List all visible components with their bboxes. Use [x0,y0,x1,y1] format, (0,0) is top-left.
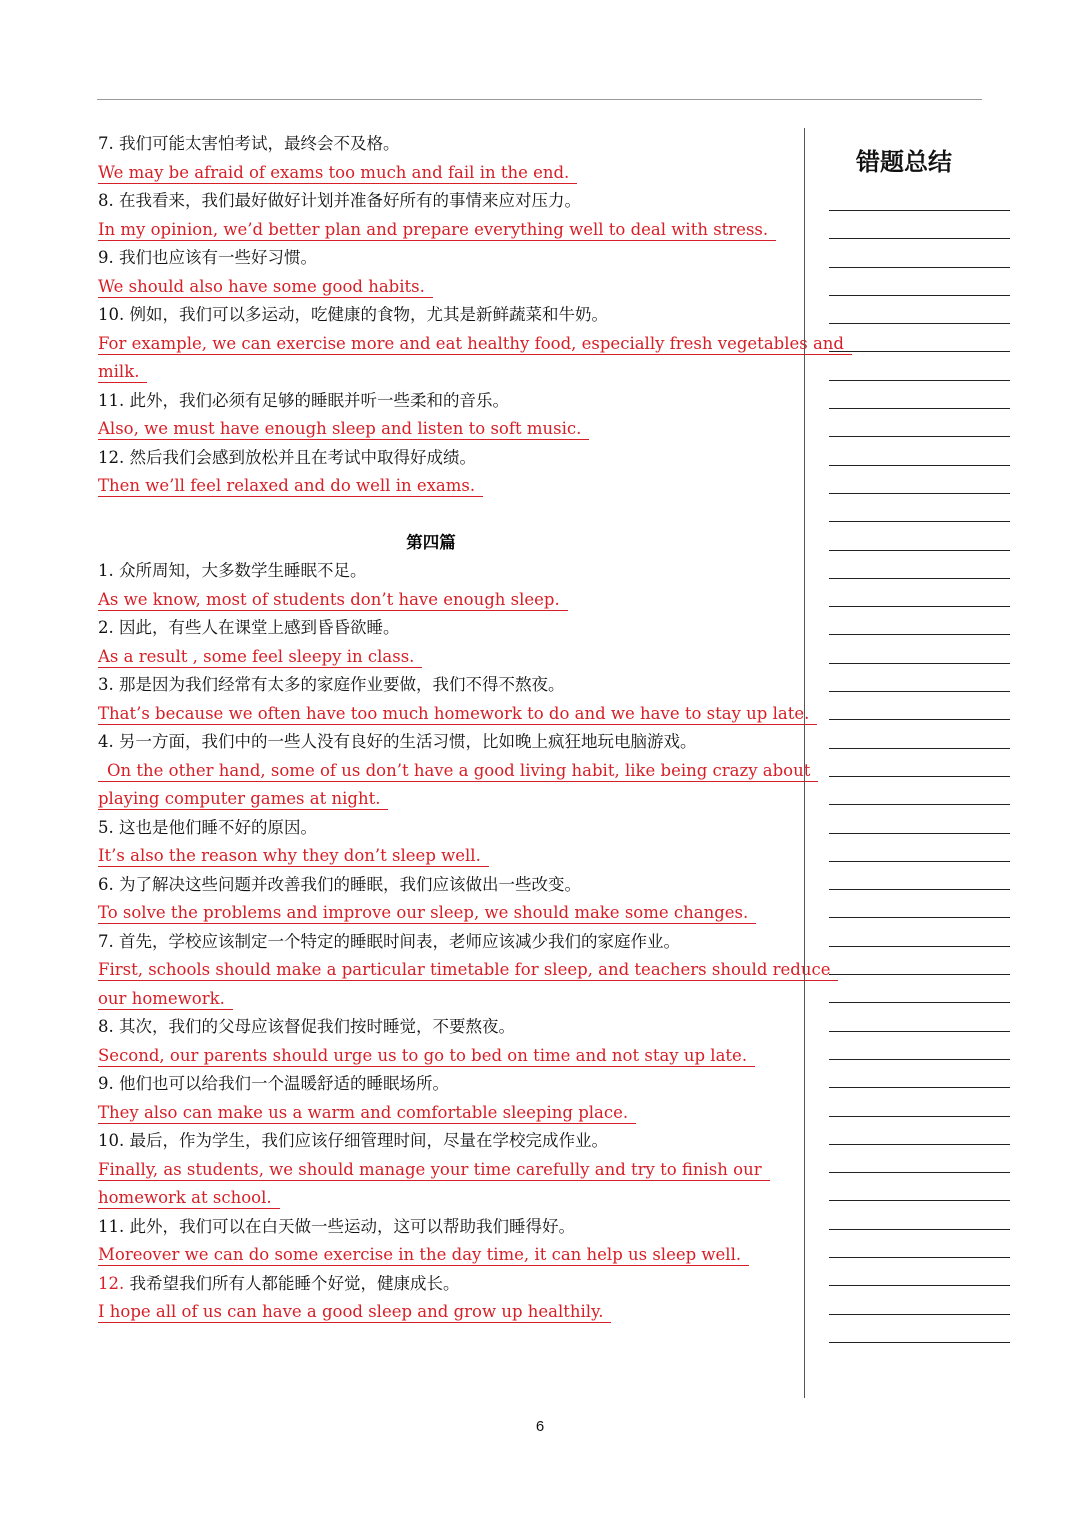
english-text: For example, we can exercise more and eat healthy food, especially fresh vegetables and [98,334,852,355]
writing-line [829,578,1010,579]
writing-line [829,946,1010,947]
chinese-text: 然后我们会感到放松并且在考试中取得好成绩。 [129,447,476,467]
writing-line [829,748,1010,749]
writing-line [829,210,1010,211]
chinese-sentence [98,871,788,900]
chinese-text: 因此，有些人在课堂上感到昏昏欲睡。 [119,618,400,637]
chinese-text: 为了解决这些问题并改善我们的睡眠，我们应该做出一些改变。 [119,874,581,894]
page-number: 6 [535,1418,545,1435]
english-translation [98,757,811,786]
chinese-text: 另一方面，我们中的一些人没有良好的生活习惯，比如晚上疯狂地玩电脑游戏。 [119,732,697,751]
english-translation [98,700,810,729]
writing-line [829,238,1010,239]
english-text: In my opinion, we’d better plan and prepare everything well to deal with stress. [98,220,776,241]
english-translation [98,1184,788,1213]
writing-line [829,408,1010,409]
chinese-sentence [98,614,788,643]
english-translation [98,1099,788,1128]
english-translation [98,273,788,302]
writing-line [829,1314,1010,1315]
chinese-text: 众所周知，大多数学生睡眠不足。 [119,561,367,580]
writing-line [829,719,1010,720]
chinese-sentence [98,1013,788,1042]
english-translation [98,785,788,814]
writing-line [829,917,1010,918]
chinese-text: 例如，我们可以多运动，吃健康的食物，尤其是新鲜蔬菜和牛奶。 [129,305,608,324]
english-translation [98,1298,788,1327]
chinese-sentence [98,728,788,757]
writing-line [829,493,1010,494]
chinese-sentence [98,444,788,473]
item-number: 12. [98,1273,125,1293]
writing-line [829,1031,1010,1032]
writing-line [829,663,1010,664]
english-text: Finally, as students, we should manage your time carefully and try to finish our [98,1160,770,1181]
english-text: I hope all of us can have a good sleep and grow up healthily. [98,1302,611,1323]
chinese-text: 在我看来，我们最好做好计划并准备好所有的事情来应对压力。 [119,191,581,210]
item-number: 3. [98,675,114,694]
english-text: It’s also the reason why they don’t sleep well. [98,846,489,867]
chinese-text: 那是因为我们经常有太多的家庭作业要做，我们不得不熬夜。 [119,675,565,694]
writing-line [829,436,1010,437]
chinese-sentence [98,1270,788,1299]
english-translation [98,586,788,615]
chinese-sentence [98,671,788,700]
chinese-sentence [98,928,788,957]
writing-line [829,323,1010,324]
writing-line [829,380,1010,381]
writing-line [829,1116,1010,1117]
writing-line [829,1200,1010,1201]
english-translation [98,643,788,672]
item-number: 8. [98,191,114,210]
english-text: We may be afraid of exams too much and fail in the end. [98,163,577,184]
english-translation [98,415,788,444]
section-heading: 第四篇 [406,532,456,552]
writing-line [829,1087,1010,1088]
writing-line [829,974,1010,975]
item-number: 11. [98,1216,125,1236]
main-content [98,130,844,1327]
item-number: 7. [98,134,114,153]
chinese-sentence [98,1070,788,1099]
item-number: 12. [98,447,125,467]
writing-line [829,1144,1010,1145]
english-text: Second, our parents should urge us to go to bed on time and not stay up late. [98,1046,755,1067]
writing-line [829,861,1010,862]
item-number: 9. [98,248,114,267]
chinese-text: 最后，作为学生，我们应该仔细管理时间，尽量在学校完成作业。 [129,1131,608,1150]
chinese-text: 我们也应该有一些好习惯。 [119,248,317,267]
chinese-sentence [98,1213,788,1242]
chinese-text: 我希望我们所有人都能睡个好觉，健康成长。 [129,1273,460,1293]
english-translation [98,842,788,871]
chinese-sentence [98,387,788,416]
english-translation [98,358,788,387]
header-rule [97,99,982,100]
english-text: First, schools should make a particular timetable for sleep, and teachers should reduce [98,960,838,981]
writing-line [829,267,1010,268]
english-translation [98,1156,788,1185]
chinese-text: 首先，学校应该制定一个特定的睡眠时间表，老师应该减少我们的家庭作业。 [119,931,680,951]
item-number: 11. [98,390,125,410]
english-translation [98,159,788,188]
chinese-sentence [98,814,788,843]
writing-line [829,295,1010,296]
item-number: 10. [98,305,125,324]
chinese-sentence [98,301,788,330]
writing-line [829,606,1010,607]
section-prev-list [98,130,844,501]
writing-line [829,776,1010,777]
item-number: 8. [98,1017,114,1036]
sidebar-title: 错题总结 [856,148,952,176]
writing-lines [829,210,1010,1370]
english-text: our homework. [98,989,233,1010]
item-number: 1. [98,561,114,580]
english-translation [98,1042,788,1071]
chinese-text: 其次，我们的父母应该督促我们按时睡觉，不要熬夜。 [119,1017,515,1036]
english-text: Moreover we can do some exercise in the day time, it can help us sleep well. [98,1245,749,1266]
item-number: 5. [98,817,114,837]
writing-line [829,1285,1010,1286]
english-translation [98,216,788,245]
item-number: 7. [98,931,114,951]
item-number: 2. [98,618,114,637]
chinese-sentence [98,244,788,273]
english-text: On the other hand, some of us don’t have a good living habit, like being crazy about [98,761,818,782]
writing-line [829,691,1010,692]
english-text: That’s because we often have too much homework to do and we have to stay up late. [98,704,817,725]
writing-line [829,1229,1010,1230]
english-translation [98,899,788,928]
chinese-text: 此外，我们可以在白天做一些运动，这可以帮助我们睡得好。 [129,1216,575,1236]
column-divider [804,128,805,1398]
english-text: As we know, most of students don’t have enough sleep. [98,590,568,611]
chinese-text: 我们可能太害怕考试，最终会不及格。 [119,134,400,153]
chinese-sentence [98,187,788,216]
item-number: 4. [98,732,114,751]
writing-line [829,833,1010,834]
writing-line [829,634,1010,635]
writing-line [829,1342,1010,1343]
english-translation [98,330,844,359]
english-text: They also can make us a warm and comfortable sleeping place. [98,1103,636,1124]
writing-line [829,465,1010,466]
english-text: Then we’ll feel relaxed and do well in exams. [98,476,483,497]
item-number: 10. [98,1131,125,1150]
english-text: milk. [98,362,147,383]
english-text: Also, we must have enough sleep and listen to soft music. [98,419,589,440]
english-translation [98,1241,788,1270]
english-translation [98,472,788,501]
writing-line [829,550,1010,551]
writing-line [829,1059,1010,1060]
english-text: playing computer games at night. [98,789,388,810]
english-text: homework at school. [98,1188,280,1209]
writing-line [829,521,1010,522]
chinese-sentence [98,1127,788,1156]
writing-line [829,1172,1010,1173]
english-text: As a result , some feel sleepy in class. [98,647,422,668]
item-number: 6. [98,874,114,894]
chinese-sentence [98,557,788,586]
writing-line [829,889,1010,890]
english-translation [98,985,788,1014]
chinese-text: 他们也可以给我们一个温暖舒适的睡眠场所。 [119,1074,449,1093]
writing-line [829,1002,1010,1003]
item-number: 9. [98,1074,114,1093]
english-text: To solve the problems and improve our sleep, we should make some changes. [98,903,756,924]
chinese-text: 这也是他们睡不好的原因。 [119,817,317,837]
chinese-sentence [98,130,788,159]
chinese-text: 此外，我们必须有足够的睡眠并听一些柔和的音乐。 [129,390,509,410]
writing-line [829,804,1010,805]
writing-line [829,351,1010,352]
section4-list [98,557,831,1327]
english-translation [98,956,831,985]
english-text: We should also have some good habits. [98,277,433,298]
writing-line [829,1257,1010,1258]
